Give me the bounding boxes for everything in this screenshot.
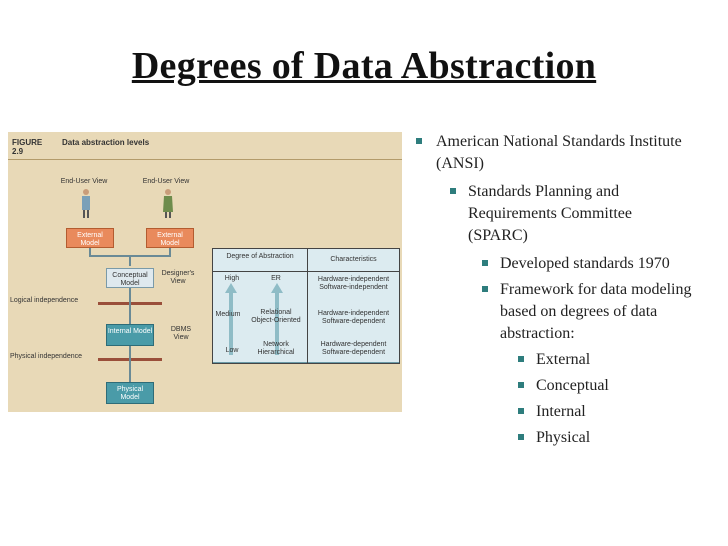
bullet-l1-line1: American National Standards Institute [436,133,682,150]
figure-label-word: FIGURE [12,138,43,147]
bullet-l3a: Developed standards 1970 [500,255,670,272]
arrow-conceptual-to-internal [129,288,131,324]
designers-view-label: Designer's View [161,270,195,285]
person-icon-1 [80,188,92,218]
external-model-box-2 [146,228,194,248]
characteristics-header-cell [308,249,399,272]
characteristic-2a: Hardware-independent [317,310,390,317]
bullet-marker [482,260,488,266]
bullet-marker [518,408,524,414]
up-arrow-icon-left [225,283,237,355]
physical-model-box [106,382,154,404]
characteristics-header: Characteristics [330,256,377,263]
arrow-internal-to-physical [129,346,131,382]
conceptual-model-box [106,268,154,288]
high-label: High [224,275,240,282]
bullet-marker [518,356,524,362]
data-abstraction-figure [8,132,402,412]
network-label: Network [263,341,289,348]
internal-model-box [106,324,154,346]
relational-label: Relational [260,309,292,316]
degree-header-cell [213,249,307,272]
hierarchical-label: Hierarchical [257,349,295,356]
degree-header: Degree of Abstraction [226,253,294,260]
object-oriented-label: Object-Oriented [251,317,301,324]
conceptual-model-label: Conceptual Model [112,272,148,287]
physical-model-label: Physical Model [116,386,144,401]
bullet-marker [518,382,524,388]
bullet-l2-line2: Requirements Committee [468,205,632,222]
converging-arrows [88,248,178,268]
characteristic-3b: Software-dependent [321,349,386,356]
bullet-l1-line2: (ANSI) [436,155,484,172]
bullet-l3b-line3: abstraction: [500,325,575,342]
er-label: ER [271,275,281,282]
characteristic-1a: Hardware-independent [317,276,390,283]
figure-label [12,138,42,156]
figure-label-box [8,132,52,160]
external-model-label-2: External Model [157,232,183,247]
figure-title: Data abstraction levels [62,138,150,147]
external-model-label-1: External Model [77,232,103,247]
bullet-marker [482,286,488,292]
characteristic-1b: Software-independent [319,284,388,291]
bullet-l4-conceptual: Conceptual [536,377,609,394]
bullet-marker [450,188,456,194]
dbms-view-label: DBMS View [170,326,192,341]
characteristic-2b: Software-dependent [321,318,386,325]
internal-model-label: Internal Model [107,328,153,335]
bullet-l4-physical: Physical [536,429,591,446]
bullet-l3b-line1: Framework for data modeling [500,281,692,298]
slide-title: Degrees of Data Abstraction [131,45,597,87]
logical-independence-label: Logical independence [10,297,79,304]
end-user-view-label-2: End-User View [142,178,190,185]
medium-label: Medium [215,311,241,318]
end-user-view-label-1: End-User View [60,178,108,185]
external-model-box-1 [66,228,114,248]
bullet-l2-line1: Standards Planning and [468,183,620,200]
bullet-marker [416,138,422,144]
characteristic-3a: Hardware-dependent [320,341,387,348]
figure-label-number: 2.9 [12,147,24,156]
bullet-l2-line3: (SPARC) [468,227,528,244]
low-label: Low [225,347,239,354]
person-icon-2 [162,188,174,218]
physical-independence-label: Physical independence [10,353,82,360]
bullet-l3b-line2: based on degrees of data [500,303,658,320]
bullet-l4-external: External [536,351,591,368]
bullet-marker [518,434,524,440]
bullet-l4-internal: Internal [536,403,586,420]
figure-title-rule [8,159,402,160]
abstraction-table [212,248,400,364]
